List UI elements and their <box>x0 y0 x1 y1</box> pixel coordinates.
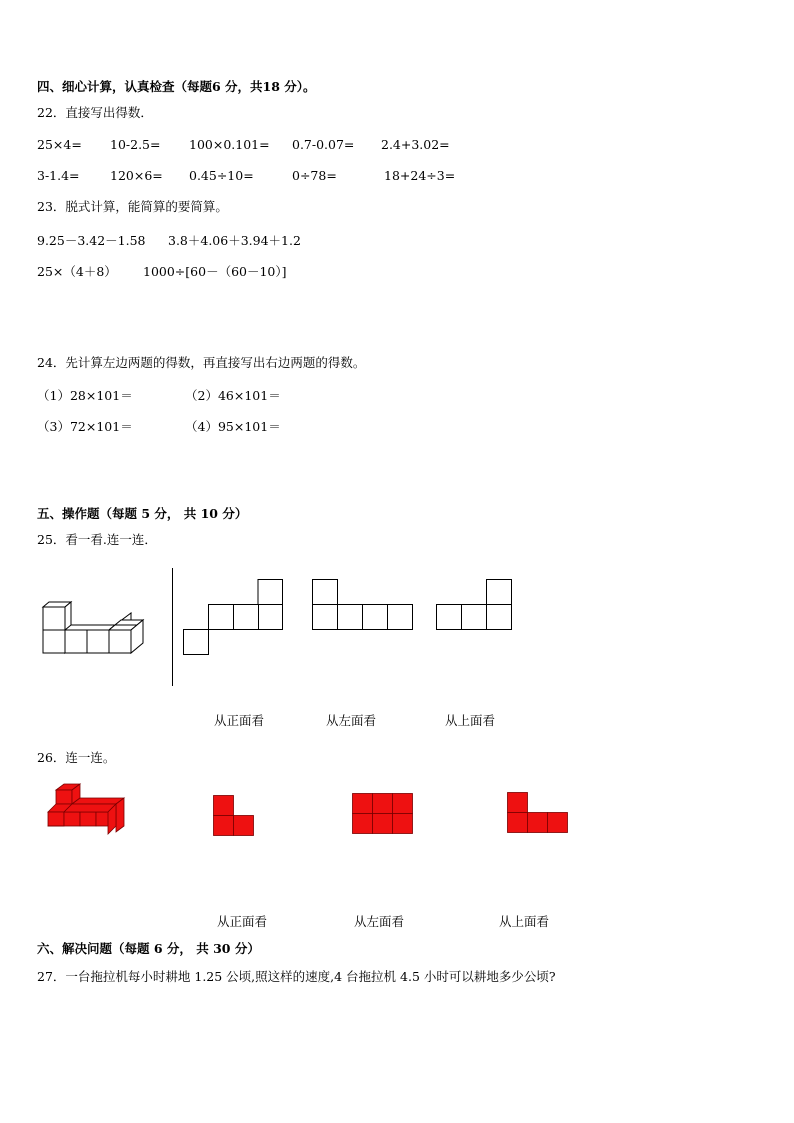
q25-cube-solid <box>40 600 155 660</box>
q23-item: 25×（4＋8） <box>37 264 117 279</box>
q26-view-label: 从左面看 <box>354 914 405 929</box>
q22-item: 100×0.101= <box>189 137 270 152</box>
q23-item: 1000÷[60－（60－10）] <box>143 264 287 279</box>
q22-item: 2.4+3.02= <box>381 137 450 152</box>
q26-title: 26．连一连。 <box>37 750 116 765</box>
q26-view-label: 从上面看 <box>499 914 550 929</box>
q22-item: 0.45÷10= <box>189 168 254 183</box>
q23-item: 9.25－3.42－1.58 <box>37 233 146 248</box>
q26-view-grid-1 <box>213 795 255 836</box>
section4-title: 四、细心计算，认真检查（每题6 分，共18 分）。 <box>37 79 316 94</box>
q26-view-label: 从正面看 <box>217 914 268 929</box>
q25-view-grid-1 <box>183 579 283 655</box>
q25-view-grid-3 <box>436 579 512 631</box>
q22-item: 0.7-0.07= <box>292 137 355 152</box>
q24-title: 24．先计算左边两题的得数，再直接写出右边两题的得数。 <box>37 355 366 370</box>
q26-red-cube-solid <box>46 782 126 842</box>
q25-divider <box>172 568 173 686</box>
q22-item: 25×4= <box>37 137 82 152</box>
q25-view-grid-2 <box>312 579 413 631</box>
q22-item: 10-2.5= <box>110 137 161 152</box>
q26-view-grid-2 <box>352 793 413 834</box>
section6-title: 六、解决问题（每题 6 分， 共 30 分） <box>37 941 260 956</box>
q27-text: 27．一台拖拉机每小时耕地 1.25 公顷,照这样的速度,4 台拖拉机 4.5 小时可以耕地多少公顷? <box>37 969 556 984</box>
q24-item: （3）72×101＝ <box>37 419 133 434</box>
q23-item: 3.8＋4.06＋3.94＋1.2 <box>168 233 301 248</box>
q25-view-label: 从左面看 <box>326 713 377 728</box>
q25-view-label: 从上面看 <box>445 713 496 728</box>
q24-item: （1）28×101＝ <box>37 388 133 403</box>
q23-title: 23．脱式计算，能简算的要简算。 <box>37 199 228 214</box>
q24-item: （2）46×101＝ <box>185 388 281 403</box>
q25-title: 25．看一看.连一连． <box>37 532 157 547</box>
q22-item: 120×6= <box>110 168 163 183</box>
q22-item: 3-1.4= <box>37 168 80 183</box>
q22-item: 0÷78= <box>292 168 337 183</box>
q26-view-grid-3 <box>507 792 568 833</box>
q22-item: 18+24÷3= <box>384 168 456 183</box>
q25-view-label: 从正面看 <box>214 713 265 728</box>
q24-item: （4）95×101＝ <box>185 419 281 434</box>
q22-title: 22．直接写出得数． <box>37 105 153 120</box>
section5-title: 五、操作题（每题 5 分， 共 10 分） <box>37 506 248 521</box>
